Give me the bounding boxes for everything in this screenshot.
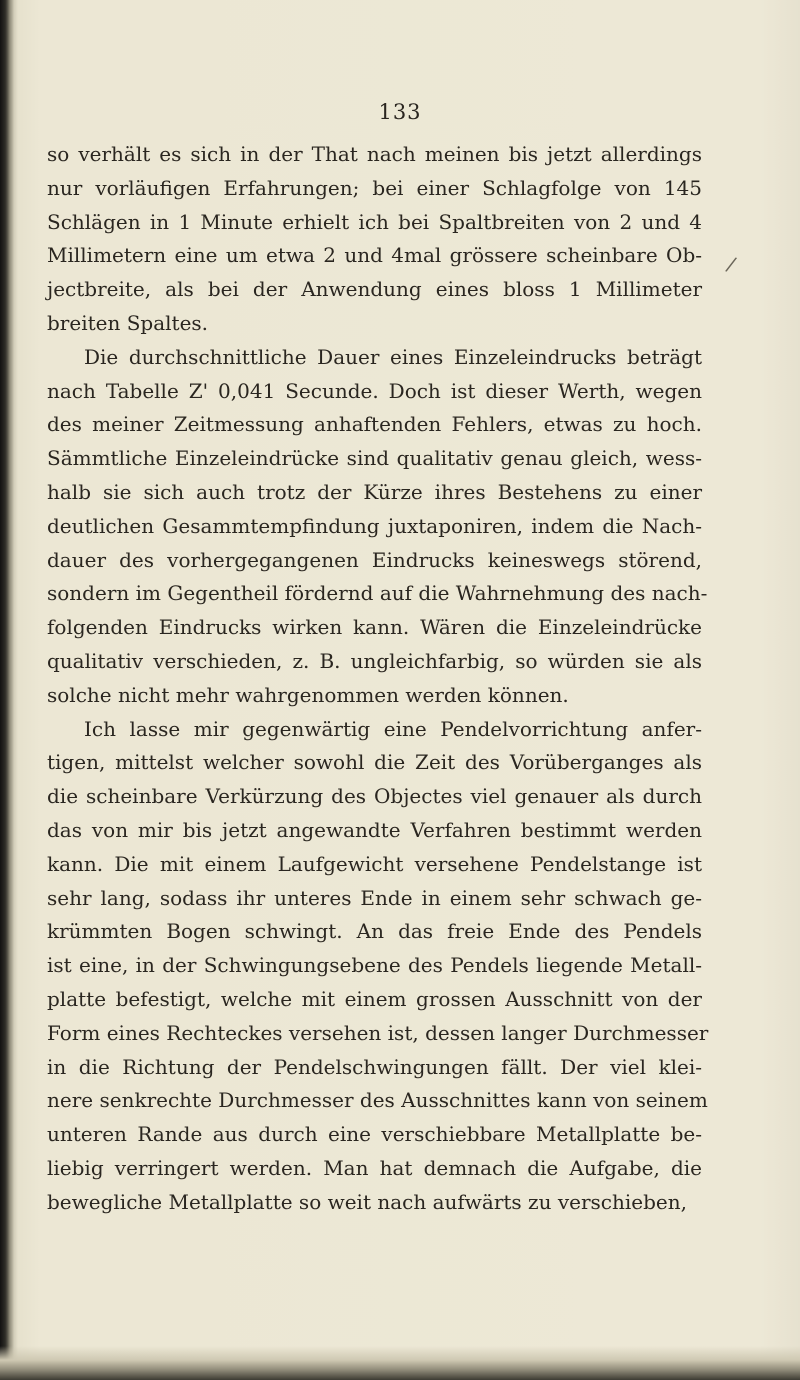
text-line: deutlichen Gesammtempfindung juxtaponiren, indem die Nach- [47, 513, 702, 538]
text-line: Sämmtliche Einzeleindrücke sind qualitativ genau gleich, wess- [47, 446, 702, 471]
text-line: breiten Spaltes. [47, 310, 209, 335]
text-line: nach Tabelle Z' 0,041 Secunde. Doch ist dieser Werth, wegen [47, 378, 702, 403]
text-line: in die Richtung der Pendelschwingungen fällt. Der viel klei- [47, 1054, 702, 1079]
text-line: liebig verringert werden. Man hat demnach die Aufgabe, die [47, 1155, 702, 1180]
text-line: qualitativ verschieden, z. B. ungleichfarbig, so würden sie als [47, 648, 702, 673]
text-line: nere senkrechte Durchmesser des Ausschnittes kann von seinem [47, 1088, 708, 1113]
margin-pencil-mark: / [724, 251, 739, 277]
page-bottom-edge [0, 1346, 800, 1380]
text-line: folgenden Eindrucks wirken kann. Wären die Einzeleindrücke [47, 615, 702, 640]
text-line: die scheinbare Verkürzung des Objectes viel genauer als durch [47, 784, 702, 809]
text-line: solche nicht mehr wahrgenommen werden können. [47, 682, 569, 707]
body-text [47, 138, 709, 1220]
page-number: 133 [378, 100, 422, 124]
text-line: unteren Rande aus durch eine verschiebbare Metallplatte be- [47, 1122, 702, 1147]
text-line: sondern im Gegentheil fördernd auf die Wahrnehmung des nach- [47, 581, 708, 606]
text-line: platte befestigt, welche mit einem grossen Ausschnitt von der [47, 986, 702, 1011]
text-line: das von mir bis jetzt angewandte Verfahren bestimmt werden [47, 817, 702, 842]
text-line: halb sie sich auch trotz der Kürze ihres Bestehens zu einer [47, 479, 702, 504]
paragraph-first-line: Ich lasse mir gegenwärtig eine Pendelvorrichtung anfer- [84, 716, 702, 741]
text-line: nur vorläufigen Erfahrungen; bei einer Schlagfolge von 145 [47, 175, 702, 200]
text-line: ist eine, in der Schwingungsebene des Pendels liegende Metall- [47, 953, 702, 978]
paragraph-first-line: Die durchschnittliche Dauer eines Einzeleindrucks beträgt [84, 344, 702, 369]
text-line: Schlägen in 1 Minute erhielt ich bei Spaltbreiten von 2 und 4 [47, 209, 702, 234]
text-line: tigen, mittelst welcher sowohl die Zeit des Vorüberganges als [47, 750, 702, 775]
text-line: bewegliche Metallplatte so weit nach aufwärts zu verschieben, [47, 1189, 687, 1214]
text-line: dauer des vorhergegangenen Eindrucks keineswegs störend, [47, 547, 702, 572]
text-line: des meiner Zeitmessung anhaftenden Fehlers, etwas zu hoch. [47, 412, 702, 437]
text-line: jectbreite, als bei der Anwendung eines bloss 1 Millimeter [47, 277, 702, 302]
text-line: Form eines Rechteckes versehen ist, dessen langer Durchmesser [47, 1020, 709, 1045]
text-line: so verhält es sich in der That nach meinen bis jetzt allerdings [47, 142, 702, 166]
text-line: sehr lang, sodass ihr unteres Ende in einem sehr schwach ge- [47, 885, 702, 910]
text-line: Millimetern eine um etwa 2 und 4mal grössere scheinbare Ob- [47, 243, 702, 268]
text-line: kann. Die mit einem Laufgewicht versehene Pendelstange ist [47, 851, 702, 876]
text-line: krümmten Bogen schwingt. An das freie Ende des Pendels [47, 919, 702, 944]
binding-shadow [0, 0, 14, 1380]
